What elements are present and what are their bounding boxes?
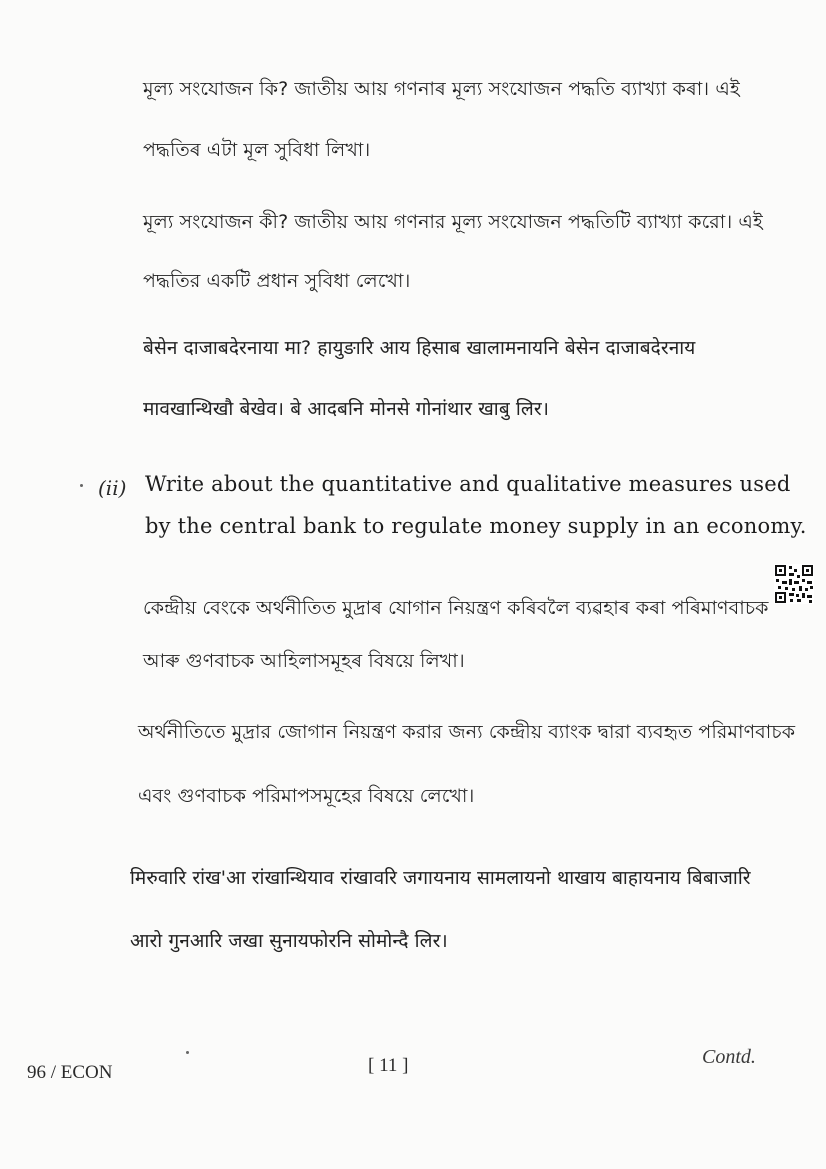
scan-speck <box>80 484 83 487</box>
q1-assamese-line-2: পদ্ধতিৰ এটা মূল সুবিধা লিখা। <box>143 139 371 161</box>
q1-bodo-line-1: बेसेन दाजाबदेरनाया मा? हायुङारि आय हिसाब खालामनायनि बेसेन दाजाबदेरनाय <box>143 337 696 359</box>
q2-english-line-2: by the central bank to regulate money supply in an economy. <box>145 514 807 538</box>
q2-bodo-line-1: मिरुवारि रांख'आ रांखान्थियाव रांखावरि जगायनाय सामलायनो थाखाय बाहायनाय बिबाजारि <box>130 867 751 889</box>
q2-assamese-line-1: কেন্দ্ৰীয় বেংকে অৰ্থনীতিত মুদ্ৰাৰ যোগান নিয়ন্ত্ৰণ কৰিবলৈ ব্যৱহাৰ কৰা পৰিমাণবাচক <box>143 597 769 619</box>
q2-bodo-line-2: आरो गुनआरि जखा सुनायफोरनि सोमोन्दै लिर। <box>130 930 448 952</box>
question-number: (ii) <box>98 476 127 500</box>
subject-code: 96 / ECON <box>27 1062 113 1083</box>
scan-speck <box>186 1051 189 1054</box>
q2-bengali-line-2: এবং গুণবাচক পরিমাপসমূহের বিষয়ে লেখো। <box>138 785 475 807</box>
page-number: [ 11 ] <box>368 1055 409 1076</box>
q2-assamese-line-2: আৰু গুণবাচক আহিলাসমূহৰ বিষয়ে লিখা। <box>143 650 465 672</box>
q2-bengali-line-1: অর্থনীতিতে মুদ্রার জোগান নিয়ন্ত্রণ করার জন্য কেন্দ্রীয় ব্যাংক দ্বারা ব্যবহৃত পরিমাণবাচক <box>138 721 796 743</box>
q1-bengali-line-1: মূল্য সংযোজন কী? জাতীয় আয় গণনার মূল্য সংযোজন পদ্ধতিটি ব্যাখ্যা করো। এই <box>143 211 763 233</box>
q1-bodo-line-2: मावखान्थिखौ बेखेव। बे आदबनि मोनसे गोनांथार खाबु लिर। <box>143 398 549 420</box>
continued-label: Contd. <box>702 1046 756 1068</box>
qr-code-icon <box>774 564 814 604</box>
q2-english-line-1: Write about the quantitative and qualitative measures used <box>145 472 791 496</box>
q1-bengali-line-2: পদ্ধতির একটি প্রধান সুবিধা লেখো। <box>143 270 411 292</box>
q1-assamese-line-1: মূল্য সংযোজন কি? জাতীয় আয় গণনাৰ মূল্য সংযোজন পদ্ধতি ব্যাখ্যা কৰা। এই <box>143 78 740 100</box>
